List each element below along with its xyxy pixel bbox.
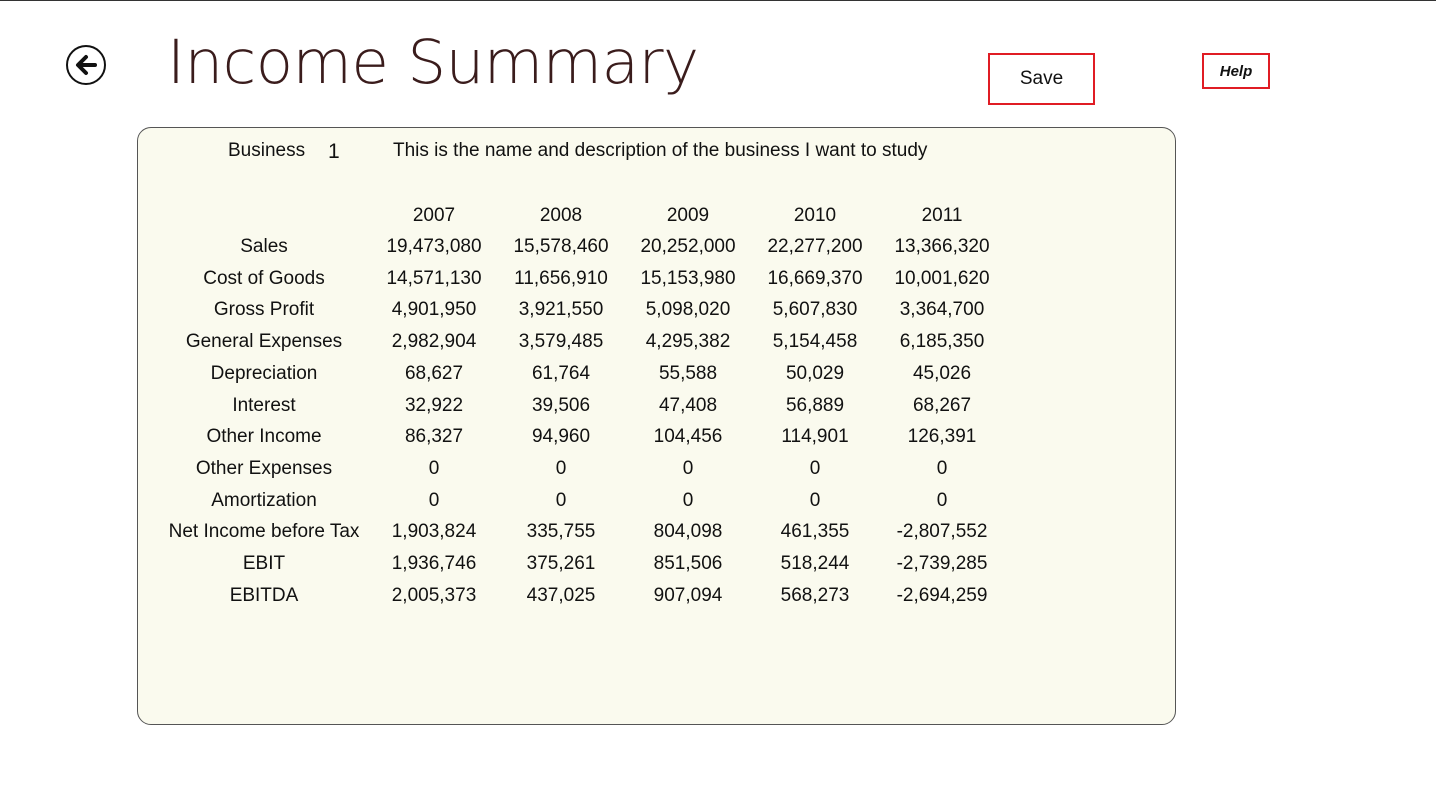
arrow-left-icon <box>73 52 99 78</box>
year-header: 2008 <box>539 205 583 226</box>
table-cell: 56,889 <box>785 394 845 416</box>
help-button[interactable]: Help <box>1202 53 1270 89</box>
table-cell: 2,982,904 <box>391 331 477 353</box>
page-title: Income Summary <box>167 27 699 98</box>
table-cell: 68,267 <box>912 394 972 416</box>
table-cell: 437,025 <box>526 584 596 606</box>
table-cell: 461,355 <box>780 521 850 543</box>
row-label: EBIT <box>242 553 286 574</box>
table-cell: -2,694,259 <box>896 584 988 606</box>
row-label: Other Income <box>206 426 322 448</box>
row-label: Net Income before Tax <box>168 521 360 543</box>
year-header: 2010 <box>793 205 837 226</box>
table-cell: 0 <box>428 489 440 511</box>
table-cell: 16,669,370 <box>767 267 863 289</box>
row-label: Gross Profit <box>213 299 315 321</box>
table-cell: 5,607,830 <box>772 299 858 321</box>
table-cell: 126,391 <box>907 426 977 448</box>
table-cell: 0 <box>809 489 821 511</box>
table-cell: 851,506 <box>653 553 723 574</box>
row-label: Cost of Goods <box>203 267 325 289</box>
row-label: Interest <box>232 394 296 416</box>
table-cell: 804,098 <box>653 521 723 543</box>
income-summary-panel <box>137 127 1176 725</box>
table-cell: 10,001,620 <box>894 267 990 289</box>
table-cell: 6,185,350 <box>899 331 985 353</box>
table-cell: 0 <box>809 457 821 479</box>
table-cell: 3,364,700 <box>899 299 985 321</box>
table-cell: 0 <box>555 457 567 479</box>
table-cell: 4,295,382 <box>645 331 731 353</box>
table-cell: 68,627 <box>404 362 464 384</box>
table-cell: 15,578,460 <box>513 236 609 257</box>
table-cell: 104,456 <box>653 426 723 448</box>
table-cell: 518,244 <box>780 553 850 574</box>
row-label: Amortization <box>211 489 317 511</box>
row-label: Sales <box>240 236 288 257</box>
table-cell: 55,588 <box>658 362 718 384</box>
table-cell: 907,094 <box>653 584 723 606</box>
save-button[interactable]: Save <box>988 53 1095 105</box>
row-label: Depreciation <box>210 362 318 384</box>
row-label: EBITDA <box>229 584 299 606</box>
table-cell: 1,936,746 <box>391 553 477 574</box>
table-cell: 3,579,485 <box>518 331 604 353</box>
table-cell: -2,807,552 <box>896 521 988 543</box>
row-label: General Expenses <box>185 331 343 353</box>
table-cell: 1,903,824 <box>391 521 477 543</box>
table-cell: 0 <box>682 457 694 479</box>
year-header: 2009 <box>666 205 710 226</box>
table-cell: 47,408 <box>658 394 718 416</box>
table-cell: 61,764 <box>531 362 591 384</box>
table-cell: 32,922 <box>404 394 464 416</box>
year-header: 2011 <box>921 205 963 226</box>
table-cell: 5,154,458 <box>772 331 858 353</box>
back-button[interactable] <box>66 45 106 85</box>
table-cell: 39,506 <box>531 394 591 416</box>
row-label: Other Expenses <box>195 457 333 479</box>
business-description: This is the name and description of the business I want to study <box>393 140 928 161</box>
table-cell: 375,261 <box>526 553 596 574</box>
table-cell: 5,098,020 <box>645 299 731 321</box>
table-cell: 0 <box>682 489 694 511</box>
table-cell: 0 <box>555 489 567 511</box>
table-cell: 3,921,550 <box>518 299 604 321</box>
table-cell: 19,473,080 <box>386 236 482 257</box>
table-cell: 50,029 <box>785 362 845 384</box>
table-cell: 335,755 <box>526 521 596 543</box>
year-header: 2007 <box>412 205 456 226</box>
table-cell: 568,273 <box>780 584 850 606</box>
table-cell: 86,327 <box>404 426 464 448</box>
business-label: Business <box>228 140 306 161</box>
table-cell: 11,656,910 <box>514 267 608 289</box>
table-cell: 114,901 <box>781 426 849 448</box>
table-cell: 13,366,320 <box>894 236 990 257</box>
table-cell: 4,901,950 <box>391 299 477 321</box>
table-cell: -2,739,285 <box>896 553 988 574</box>
business-number: 1 <box>328 140 340 163</box>
table-cell: 94,960 <box>531 426 591 448</box>
table-cell: 0 <box>936 489 948 511</box>
table-cell: 2,005,373 <box>391 584 477 606</box>
table-cell: 20,252,000 <box>640 236 736 257</box>
table-cell: 0 <box>936 457 948 479</box>
table-cell: 45,026 <box>912 362 972 384</box>
table-cell: 22,277,200 <box>767 236 863 257</box>
table-cell: 15,153,980 <box>640 267 736 289</box>
table-cell: 0 <box>428 457 440 479</box>
table-cell: 14,571,130 <box>386 267 482 289</box>
